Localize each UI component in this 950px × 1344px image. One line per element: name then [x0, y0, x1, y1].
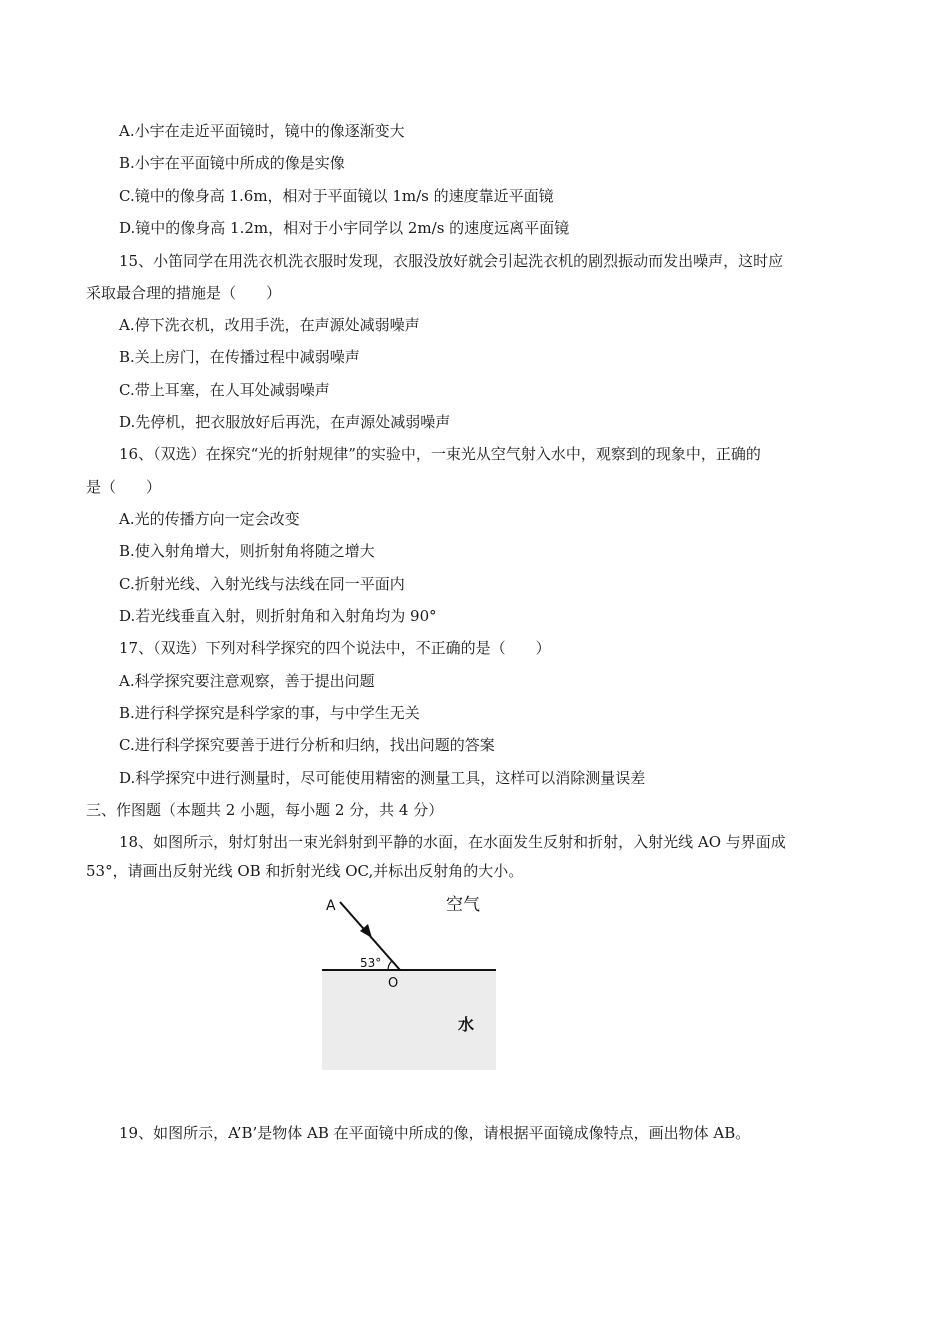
q15-stem-line1: 15、小笛同学在用洗衣机洗衣服时发现，衣服没放好就会引起洗衣机的剧烈振动而发出噪声，这时应 [119, 252, 784, 270]
q16-option-d: D.若光线垂直入射，则折射角和入射角均为 90° [119, 607, 437, 625]
air-label: 空气 [446, 895, 480, 915]
angle-label: 53° [360, 956, 382, 970]
q14-option-a: A.小宇在走近平面镜时，镜中的像逐渐变大 [119, 122, 405, 140]
q14-option-c: C.镜中的像身高 1.6m，相对于平面镜以 1m/s 的速度靠近平面镜 [119, 187, 554, 205]
q17-option-a: A.科学探究要注意观察，善于提出问题 [119, 672, 375, 690]
q15-option-d: D.先停机，把衣服放好后再洗，在声源处减弱噪声 [119, 413, 451, 431]
q18-stem-line2: 53°，请画出反射光线 OB 和折射光线 OC,并标出反射角的大小。 [86, 862, 524, 880]
q16-option-a: A.光的传播方向一定会改变 [119, 510, 300, 528]
section-title: 三、作图题（本题共 2 小题，每小题 2 分，共 4 分） [86, 801, 444, 819]
refraction-diagram [318, 890, 500, 1074]
water-label: 水 [458, 1015, 475, 1034]
q14-option-d: D.镜中的像身高 1.2m，相对于小宇同学以 2m/s 的速度远离平面镜 [119, 219, 570, 237]
q16-option-b: B.使入射角增大，则折射角将随之增大 [119, 542, 375, 560]
q16-stem-line1: 16、（双选）在探究“光的折射规律”的实验中，一束光从空气射入水中，观察到的现象中，正确的 [119, 445, 761, 463]
point-a-label: A [326, 898, 336, 914]
q16-option-c: C.折射光线、入射光线与法线在同一平面内 [119, 575, 405, 593]
q19-stem-line1: 19、如图所示，A’B’是物体 AB 在平面镜中所成的像，请根据平面镜成像特点，画出物体 AB。 [119, 1124, 751, 1142]
angle-arc [388, 961, 392, 970]
q17-option-b: B.进行科学探究是科学家的事，与中学生无关 [119, 704, 420, 722]
q18-stem-line1: 18、如图所示，射灯射出一束光斜射到平静的水面，在水面发生反射和折射，入射光线 AO 与界面成 [119, 833, 786, 851]
q15-option-b: B.关上房门，在传播过程中减弱噪声 [119, 348, 360, 366]
q14-option-b: B.小宇在平面镜中所成的像是实像 [119, 154, 345, 172]
q17-option-d: D.科学探究中进行测量时，尽可能使用精密的测量工具，这样可以消除测量误差 [119, 769, 646, 787]
q15-option-c: C.带上耳塞，在人耳处减弱噪声 [119, 381, 330, 399]
q15-option-a: A.停下洗衣机，改用手洗，在声源处减弱噪声 [119, 316, 420, 334]
point-o-label: O [388, 976, 399, 991]
q16-stem-line2: 是（ ） [86, 478, 162, 496]
q15-stem-line2: 采取最合理的措施是（ ） [86, 284, 282, 302]
q17-stem-line1: 17、（双选）下列对科学探究的四个说法中，不正确的是（ ） [119, 639, 551, 657]
q17-option-c: C.进行科学探究要善于进行分析和归纳，找出问题的答案 [119, 736, 495, 754]
